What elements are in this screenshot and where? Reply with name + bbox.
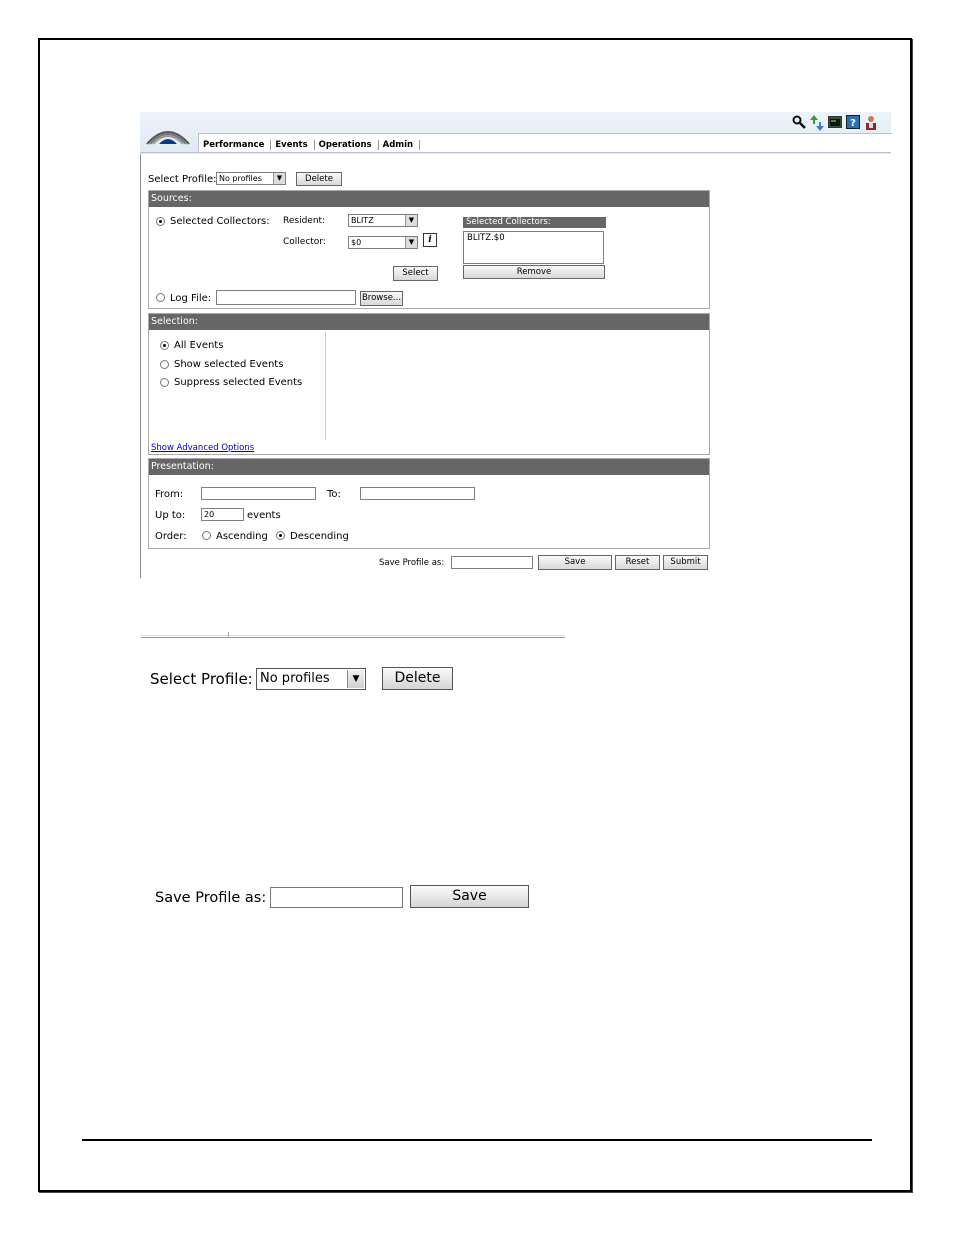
remove-collector-button[interactable]: Remove <box>463 265 605 279</box>
events-screenshot <box>140 112 891 578</box>
selected-collectors-list[interactable] <box>463 231 604 264</box>
chevron-down-icon: ▼ <box>273 173 285 184</box>
reset-button[interactable]: Reset <box>615 555 660 570</box>
from-label: From: <box>155 489 184 500</box>
chevron-down-icon: ▼ <box>347 670 364 688</box>
resident-select[interactable]: BLITZ ▼ <box>348 214 418 227</box>
show-selected-label: Show selected Events <box>174 359 284 370</box>
delete-profile-button[interactable]: Delete <box>296 172 342 186</box>
nav-performance[interactable]: Performance <box>199 140 271 150</box>
browse-button[interactable]: Browse... <box>360 291 403 306</box>
zoom-divider <box>141 637 565 638</box>
main-nav <box>198 133 892 153</box>
refresh-icon[interactable] <box>810 115 824 129</box>
show-advanced-options-link[interactable]: Show Advanced Options <box>151 443 255 453</box>
descending-radio[interactable] <box>276 531 285 540</box>
events-unit-label: events <box>247 510 281 521</box>
chevron-down-icon: ▼ <box>405 237 417 248</box>
suppress-selected-radio[interactable] <box>160 378 169 387</box>
user-icon[interactable] <box>864 115 878 129</box>
help-icon[interactable] <box>846 115 860 129</box>
select-profile-label: Select Profile: <box>148 174 217 185</box>
list-item[interactable]: BLITZ.$0 <box>467 233 505 243</box>
from-input[interactable] <box>201 487 316 500</box>
chevron-down-icon: ▼ <box>405 215 417 226</box>
ascending-radio[interactable] <box>202 531 211 540</box>
select-collector-button[interactable]: Select <box>393 266 438 281</box>
app-header <box>140 112 891 154</box>
selection-header: Selection: <box>149 314 709 330</box>
selected-collectors-header: Selected Collectors: <box>463 217 606 228</box>
zoom-save-button[interactable]: Save <box>410 885 529 908</box>
descending-label: Descending <box>290 531 349 542</box>
all-events-label: All Events <box>174 340 224 351</box>
nav-admin[interactable]: Admin <box>379 140 421 150</box>
zoom-save-profile-label: Save Profile as: <box>155 890 267 906</box>
show-selected-radio[interactable] <box>160 360 169 369</box>
search-icon[interactable] <box>792 115 806 129</box>
sources-header: Sources: <box>149 191 709 207</box>
resident-label: Resident: <box>283 216 326 226</box>
save-button[interactable]: Save <box>538 555 612 570</box>
zoom-delete-button[interactable]: Delete <box>382 667 453 690</box>
svg-text:?: ? <box>850 118 856 129</box>
selected-collectors-label: Selected Collectors: <box>170 216 270 227</box>
collector-label: Collector: <box>283 237 326 247</box>
save-profile-input[interactable] <box>451 556 533 569</box>
profile-select[interactable]: No profiles ▼ <box>216 172 286 185</box>
ascending-label: Ascending <box>216 531 268 542</box>
log-file-radio[interactable] <box>156 293 165 302</box>
nav-events[interactable]: Events <box>271 140 314 150</box>
info-icon[interactable]: i <box>423 233 437 247</box>
zoom-save-profile-input[interactable] <box>270 887 403 908</box>
selected-collectors-radio[interactable] <box>156 217 165 226</box>
to-label: To: <box>327 489 341 500</box>
order-label: Order: <box>155 531 187 542</box>
zoom-profile-select[interactable]: No profiles ▼ <box>256 668 366 690</box>
presentation-header: Presentation: <box>149 459 709 475</box>
sources-panel <box>148 190 710 309</box>
zoom-select-profile-label: Select Profile: <box>150 670 253 688</box>
all-events-radio[interactable] <box>160 341 169 350</box>
submit-button[interactable]: Submit <box>663 555 708 570</box>
selection-panel <box>148 313 710 455</box>
suppress-selected-label: Suppress selected Events <box>174 377 303 388</box>
log-file-input[interactable] <box>216 290 356 305</box>
console-icon[interactable] <box>828 115 842 129</box>
app-logo-icon <box>145 122 191 149</box>
nav-operations[interactable]: Operations <box>315 140 379 150</box>
to-input[interactable] <box>360 487 475 500</box>
upto-label: Up to: <box>155 510 186 521</box>
footer-rule <box>82 1139 872 1141</box>
collector-select[interactable]: $0 ▼ <box>348 236 418 249</box>
presentation-panel <box>148 458 710 549</box>
upto-input[interactable]: 20 <box>201 508 244 521</box>
toolbar-icons <box>792 115 878 129</box>
log-file-label: Log File: <box>170 293 212 304</box>
save-profile-label: Save Profile as: <box>379 558 445 568</box>
